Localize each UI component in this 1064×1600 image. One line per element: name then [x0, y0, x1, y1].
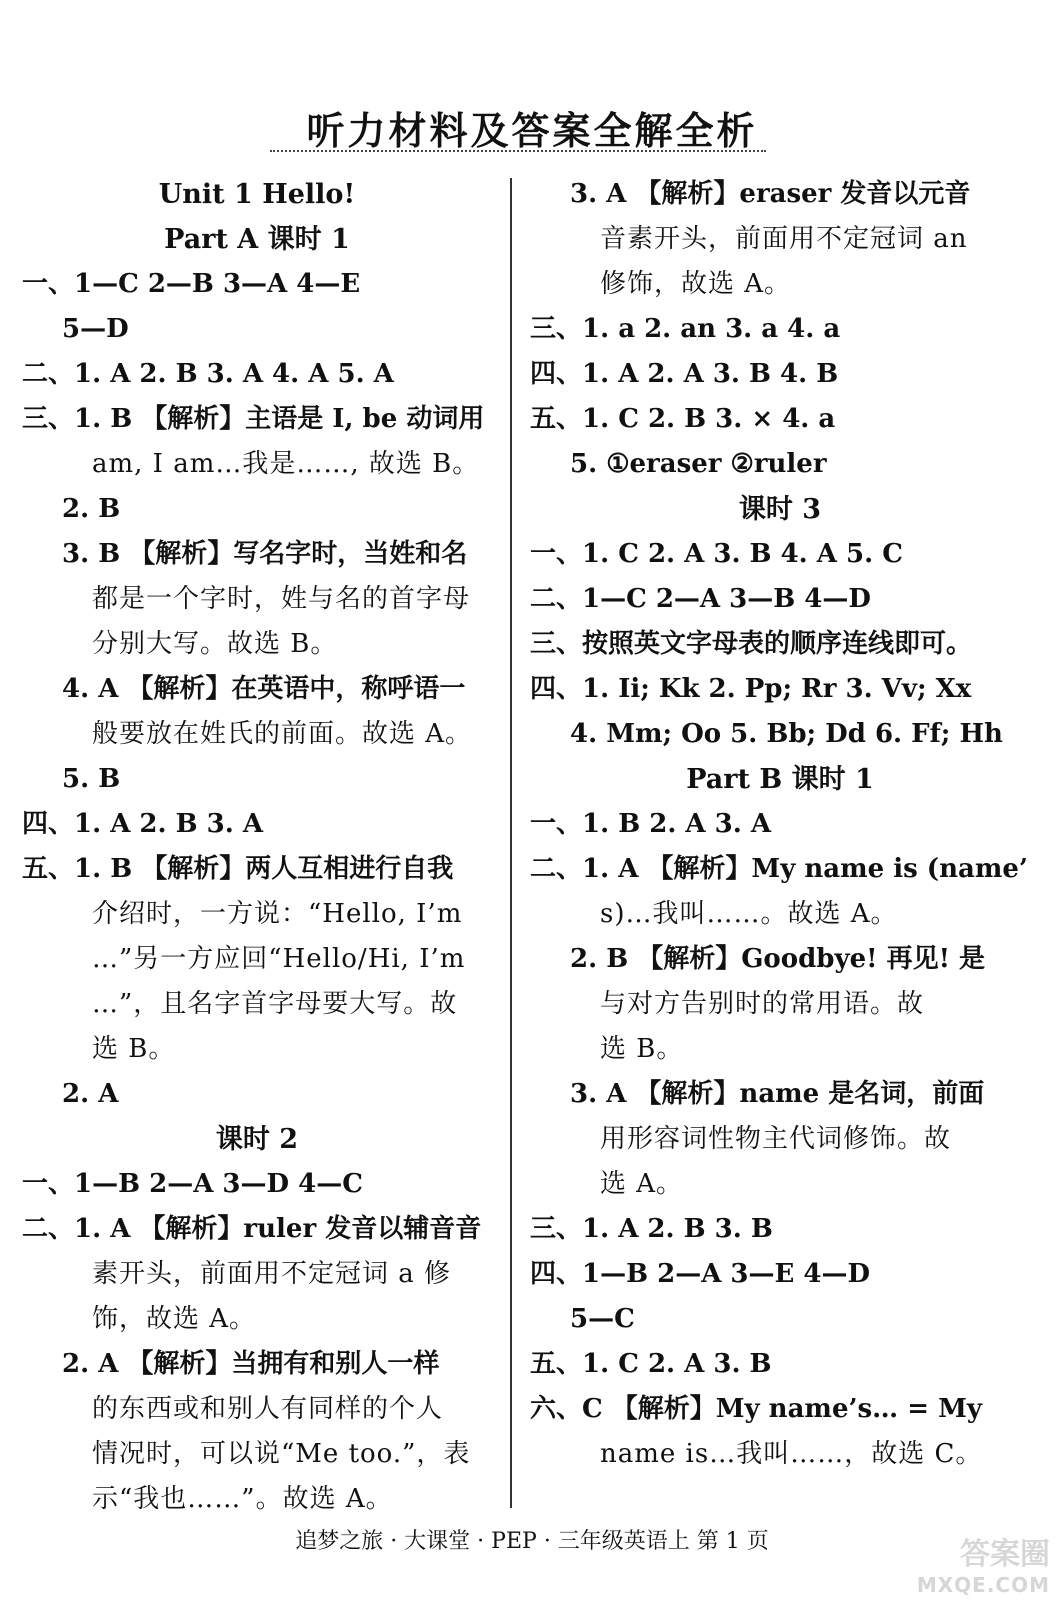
answer-line: 选 B。	[92, 1034, 176, 1064]
answer-line: 五、1. C 2. A 3. B	[530, 1349, 772, 1379]
answer-line: 五、1. C 2. B 3. × 4. a	[530, 404, 836, 434]
answer-line: 的东西或和别人有同样的个人	[92, 1394, 444, 1424]
answer-line: 一、1. C 2. A 3. B 4. A 5. C	[530, 539, 903, 569]
watermark-logo-text: 答案圈	[960, 1537, 1050, 1572]
answer-line: s)…我叫……。故选 A。	[600, 899, 898, 929]
answer-line: 三、按照英文字母表的顺序连线即可。	[530, 629, 973, 659]
answer-line: 修饰，故选 A。	[600, 269, 792, 299]
answer-line: 二、1. A 【解析】ruler 发音以辅音音	[22, 1214, 482, 1244]
column-divider	[510, 178, 512, 1508]
answer-line: 二、1—C 2—A 3—B 4—D	[530, 584, 871, 614]
answer-line: 3. B 【解析】写名字时，当姓和名	[62, 539, 468, 569]
right-column	[530, 172, 1030, 1477]
section-heading: Unit 1 Hello!	[158, 179, 356, 210]
left-column	[22, 172, 492, 1522]
answer-line: …”另一方应回“Hello/Hi, I’m	[92, 944, 466, 974]
title-underline	[270, 150, 766, 152]
answer-line: 2. B	[62, 494, 121, 524]
answer-line: 四、1. A 2. A 3. B 4. B	[530, 359, 839, 389]
section-heading: Part B 课时 1	[686, 764, 874, 795]
watermark-logo	[916, 1537, 1050, 1600]
answer-line: 5. ①eraser ②ruler	[570, 449, 827, 479]
section-heading: 课时 3	[738, 494, 822, 525]
answer-line: 与对方告别时的常用语。故	[600, 989, 925, 1019]
answer-line: 2. B 【解析】Goodbye! 再见! 是	[570, 944, 986, 974]
answer-line: 三、1. A 2. B 3. B	[530, 1214, 773, 1244]
answer-line: 5. B	[62, 764, 121, 794]
answer-line: 四、1. Ii; Kk 2. Pp; Rr 3. Vv; Xx	[530, 674, 972, 704]
answer-line: 5—D	[62, 314, 129, 344]
answer-line: 三、1. B 【解析】主语是 I, be 动词用	[22, 404, 485, 434]
answer-line: 三、1. a 2. an 3. a 4. a	[530, 314, 841, 344]
answer-line: 3. A 【解析】eraser 发音以元音	[570, 179, 971, 209]
page-footer: 追梦之旅 · 大课堂 · PEP · 三年级英语上 第 1 页	[295, 1529, 769, 1554]
answer-line: am, I am…我是……, 故选 B。	[92, 449, 480, 479]
answer-line: 5—C	[570, 1304, 635, 1334]
answer-line: …”，且名字首字母要大写。故	[92, 989, 458, 1019]
answer-line: 2. A 【解析】当拥有和别人一样	[62, 1349, 440, 1379]
answer-line: 示“我也……”。故选 A。	[92, 1484, 393, 1514]
answer-line: 一、1—B 2—A 3—D 4—C	[22, 1169, 363, 1199]
answer-line: 一、1. B 2. A 3. A	[530, 809, 772, 839]
answer-line: 素开头，前面用不定冠词 a 修	[92, 1259, 452, 1289]
page-title: 听力材料及答案全解全析	[306, 109, 758, 153]
answer-line: 分别大写。故选 B。	[92, 629, 338, 659]
section-heading: 课时 2	[215, 1124, 299, 1155]
answer-line: 介绍时，一方说：“Hello, I’m	[92, 899, 463, 929]
watermark-url: MXQE.COM	[916, 1573, 1050, 1597]
answer-line: 音素开头，前面用不定冠词 an	[600, 224, 968, 254]
answer-line: 4. Mm; Oo 5. Bb; Dd 6. Ff; Hh	[570, 719, 1003, 749]
answer-line: 2. A	[62, 1079, 119, 1109]
answer-line: 五、1. B 【解析】两人互相进行自我	[22, 854, 454, 884]
answer-line: 4. A 【解析】在英语中，称呼语一	[62, 674, 466, 704]
answer-line: 用形容词性物主代词修饰。故	[600, 1124, 952, 1154]
answer-line: 二、1. A 【解析】My name is (name’	[530, 854, 1028, 884]
answer-line: 四、1. A 2. B 3. A	[22, 809, 264, 839]
answer-line: 情况时，可以说“Me too.”，表	[92, 1439, 471, 1469]
answer-line: 选 A。	[600, 1169, 684, 1199]
section-heading: Part A 课时 1	[164, 224, 350, 255]
answer-line: 3. A 【解析】name 是名词，前面	[570, 1079, 985, 1109]
answer-line: 二、1. A 2. B 3. A 4. A 5. A	[22, 359, 394, 389]
answer-line: 一、1—C 2—B 3—A 4—E	[22, 269, 361, 299]
answer-line: 四、1—B 2—A 3—E 4—D	[530, 1259, 871, 1289]
answer-line: 六、C 【解析】My name’s… = My	[530, 1394, 982, 1424]
answer-line: 选 B。	[600, 1034, 684, 1064]
answer-line: 饰，故选 A。	[92, 1304, 257, 1334]
answer-line: name is…我叫……，故选 C。	[600, 1439, 983, 1469]
answer-line: 般要放在姓氏的前面。故选 A。	[92, 719, 473, 749]
answer-line: 都是一个字时，姓与名的首字母	[92, 584, 471, 614]
